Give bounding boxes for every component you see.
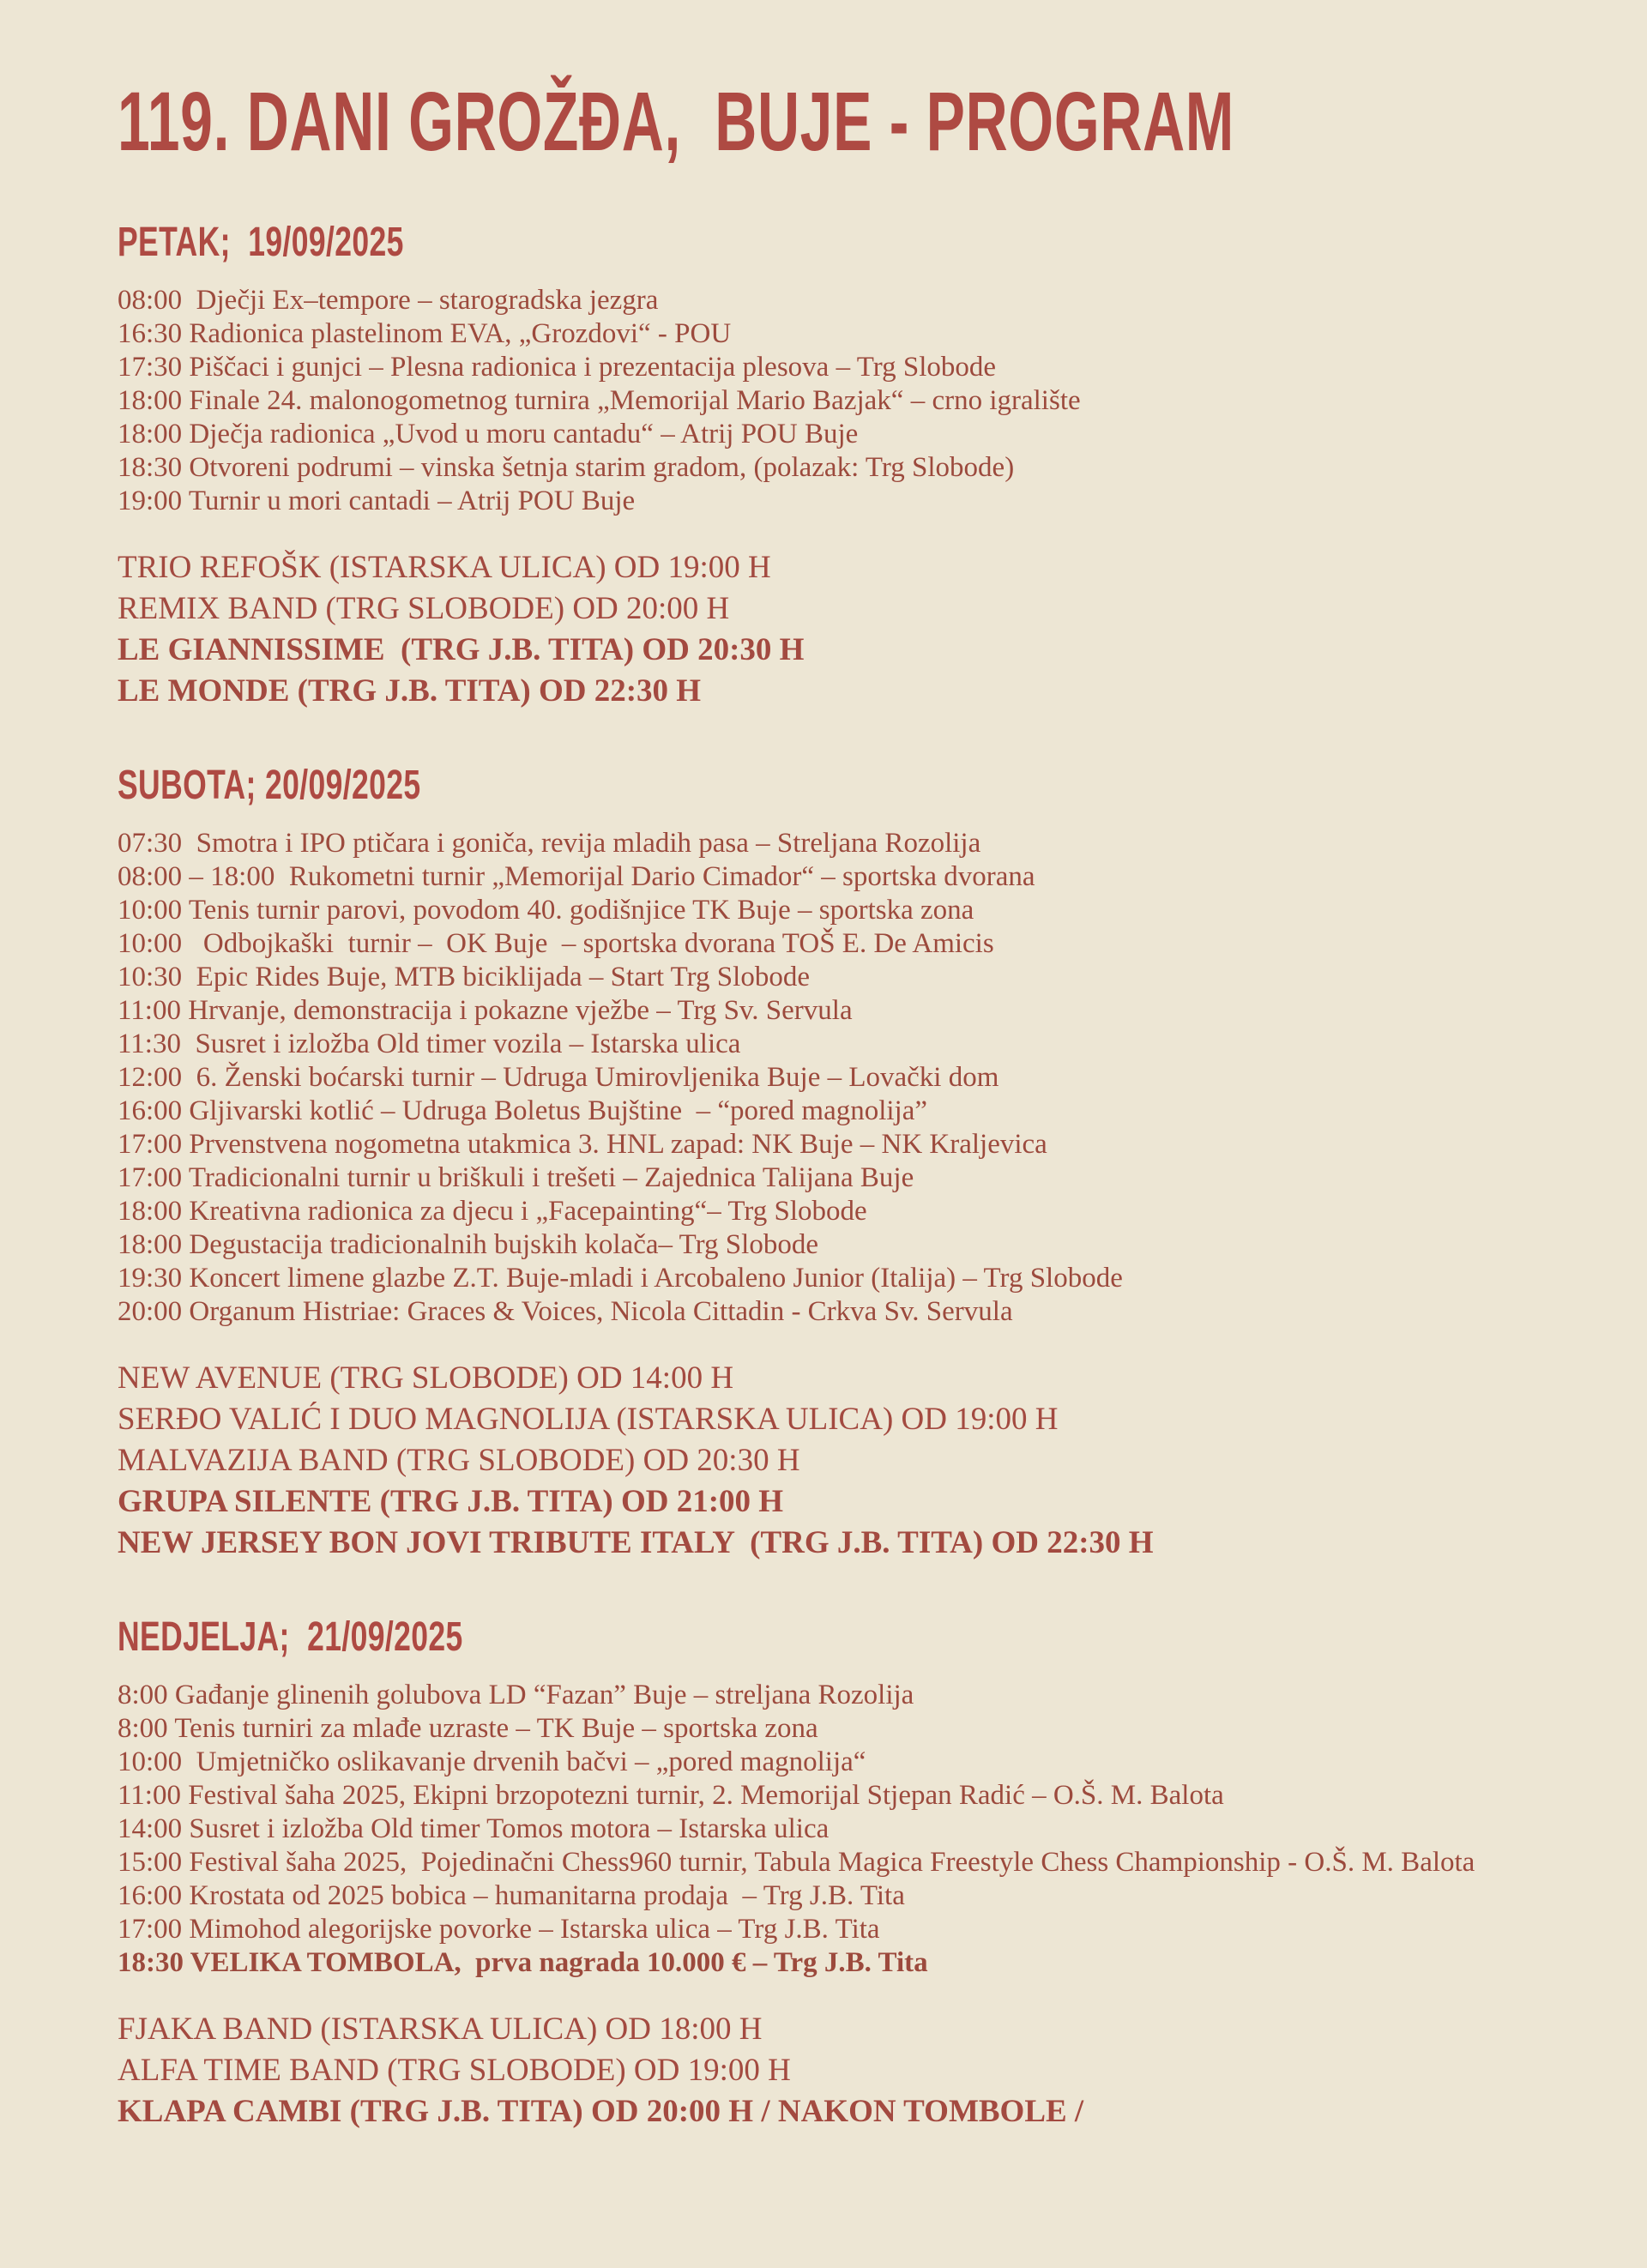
performance-item: LE MONDE (TRG J.B. TITA) OD 22:30 H — [118, 673, 702, 709]
event-item: 18:00 Dječja radionica „Uvod u moru cantadu“ – Atrij POU Buje — [118, 418, 859, 449]
day-section — [118, 760, 1604, 1564]
performance-item: KLAPA CAMBI (TRG J.B. TITA) OD 20:00 H / NAKON TOMBOLE / — [118, 2093, 1084, 2129]
day-sections — [118, 217, 1604, 2132]
event-item: 11:00 Hrvanje, demonstracija i pokazne vježbe – Trg Sv. Servula — [118, 994, 853, 1026]
performance-item: ALFA TIME BAND (TRG SLOBODE) OD 19:00 H — [118, 2052, 791, 2088]
event-item: 8:00 Tenis turniri za mlađe uzraste – TK Buje – sportska zona — [118, 1712, 818, 1744]
event-item: 18:00 Finale 24. malonogometnog turnira „Memorijal Mario Bazjak“ – crno igralište — [118, 384, 1081, 416]
event-item: 11:30 Susret i izložba Old timer vozila – Istarska ulica — [118, 1028, 741, 1059]
event-item: 10:30 Epic Rides Buje, MTB biciklijada – Start Trg Slobode — [118, 961, 810, 992]
event-item: 18:00 Degustacija tradicionalnih bujskih kolača– Trg Slobode — [118, 1228, 818, 1260]
event-item: 08:00 Dječji Ex–tempore – starogradska jezgra — [118, 284, 659, 316]
event-item: 8:00 Gađanje glinenih golubova LD “Fazan” Buje – streljana Rozolija — [118, 1679, 914, 1710]
page-title: 119. DANI GROŽĐA, BUJE - PROGRAM — [118, 75, 1235, 168]
performance-list — [118, 2009, 1604, 2132]
event-item: 19:00 Turnir u mori cantadi – Atrij POU Buje — [118, 485, 636, 516]
event-item: 20:00 Organum Histriae: Graces & Voices, Nicola Cittadin - Crkva Sv. Servula — [118, 1295, 1013, 1327]
event-item: 17:00 Prvenstvena nogometna utakmica 3. HNL zapad: NK Buje – NK Kraljevica — [118, 1128, 1047, 1160]
day-heading: PETAK; 19/09/2025 — [118, 219, 404, 265]
performance-item: NEW AVENUE (TRG SLOBODE) OD 14:00 H — [118, 1360, 734, 1396]
performance-list — [118, 547, 1604, 712]
event-item: 12:00 6. Ženski boćarski turnir – Udruga Umirovljenika Buje – Lovački dom — [118, 1061, 999, 1093]
performance-item: NEW JERSEY BON JOVI TRIBUTE ITALY (TRG J.B. TITA) OD 22:30 H — [118, 1524, 1154, 1560]
performance-item: GRUPA SILENTE (TRG J.B. TITA) OD 21:00 H — [118, 1483, 784, 1519]
event-item: 14:00 Susret i izložba Old timer Tomos motora – Istarska ulica — [118, 1813, 830, 1844]
day-section — [118, 1612, 1604, 2132]
performance-item: MALVAZIJA BAND (TRG SLOBODE) OD 20:30 H — [118, 1442, 800, 1478]
event-item: 16:00 Gljivarski kotlić – Udruga Boletus Bujštine – “pored magnolija” — [118, 1095, 928, 1126]
performance-item: FJAKA BAND (ISTARSKA ULICA) OD 18:00 H — [118, 2011, 763, 2047]
event-list — [118, 1679, 1604, 1980]
event-list — [118, 284, 1604, 518]
event-item: 11:00 Festival šaha 2025, Ekipni brzopotezni turnir, 2. Memorijal Stjepan Radić – O.Š. M. Balota — [118, 1779, 1224, 1811]
event-list — [118, 827, 1604, 1329]
event-item: 18:30 VELIKA TOMBOLA, prva nagrada 10.000 € – Trg J.B. Tita — [118, 1946, 928, 1978]
performance-item: LE GIANNISSIME (TRG J.B. TITA) OD 20:30 H — [118, 631, 805, 667]
event-item: 10:00 Tenis turnir parovi, povodom 40. godišnjice TK Buje – sportska zona — [118, 894, 974, 926]
event-item: 15:00 Festival šaha 2025, Pojedinačni Chess960 turnir, Tabula Magica Freestyle Chess Championship - O.Š. M. Balota — [118, 1846, 1475, 1878]
day-heading: NEDJELJA; 21/09/2025 — [118, 1614, 463, 1660]
event-item: 10:00 Umjetničko oslikavanje drvenih bačvi – „pored magnolija“ — [118, 1746, 866, 1777]
event-item: 16:00 Krostata od 2025 bobica – humanitarna prodaja – Trg J.B. Tita — [118, 1879, 905, 1911]
event-item: 18:00 Kreativna radionica za djecu i „Facepainting“– Trg Slobode — [118, 1195, 867, 1227]
day-section — [118, 217, 1604, 712]
performance-list — [118, 1358, 1604, 1564]
day-heading: SUBOTA; 20/09/2025 — [118, 762, 421, 808]
event-item: 17:00 Tradicionalni turnir u briškuli i trešeti – Zajednica Talijana Buje — [118, 1161, 914, 1193]
performance-item: REMIX BAND (TRG SLOBODE) OD 20:00 H — [118, 590, 730, 626]
event-item: 16:30 Radionica plastelinom EVA, „Grozdovi“ - POU — [118, 317, 732, 349]
event-item: 17:00 Mimohod alegorijske povorke – Istarska ulica – Trg J.B. Tita — [118, 1913, 880, 1945]
event-item: 18:30 Otvoreni podrumi – vinska šetnja starim gradom, (polazak: Trg Slobode) — [118, 451, 1015, 483]
event-item: 17:30 Piščaci i gunjci – Plesna radionica i prezentacija plesova – Trg Slobode — [118, 351, 997, 383]
performance-item: TRIO REFOŠK (ISTARSKA ULICA) OD 19:00 H — [118, 549, 771, 585]
event-item: 07:30 Smotra i IPO ptičara i goniča, revija mladih pasa – Streljana Rozolija — [118, 827, 981, 859]
performance-item: SERĐO VALIĆ I DUO MAGNOLIJA (ISTARSKA ULICA) OD 19:00 H — [118, 1401, 1059, 1437]
event-item: 08:00 – 18:00 Rukometni turnir „Memorijal Dario Cimador“ – sportska dvorana — [118, 860, 1035, 892]
event-item: 10:00 Odbojkaški turnir – OK Buje – sportska dvorana TOŠ E. De Amicis — [118, 927, 994, 959]
event-item: 19:30 Koncert limene glazbe Z.T. Buje-mladi i Arcobaleno Junior (Italija) – Trg Slobode — [118, 1262, 1123, 1294]
